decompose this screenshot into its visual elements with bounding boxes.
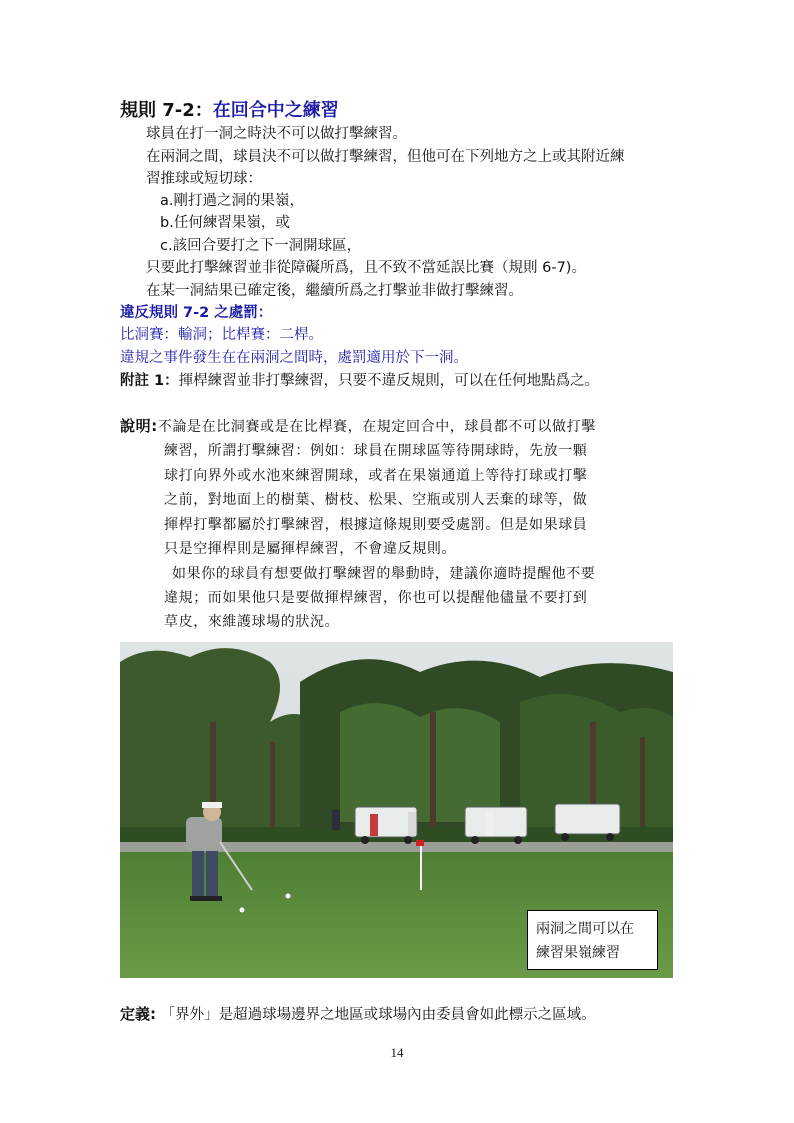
explanation-line: 如果你的球員有想要做打擊練習的舉動時，建議你適時提醒他不要 — [172, 566, 596, 582]
list-item-b: b.任何練習果嶺，或 — [160, 215, 290, 231]
explanation-line: 揮桿打擊都屬於打擊練習，根據這條規則要受處罰。但是如果球員 — [164, 517, 588, 533]
note — [120, 370, 599, 392]
note-text: 揮桿練習並非打擊練習，只要不違反規則，可以在任何地點爲之。 — [178, 373, 600, 389]
photo-caption-line: 兩洞之間可以在 — [536, 921, 634, 937]
explanation-line: 球打向界外或水池來練習開球，或者在果嶺通道上等待打球或打擊 — [164, 468, 588, 484]
explanation-line: 不論是在比洞賽或是在比桿賽，在規定回合中，球員都不可以做打擊 — [157, 419, 596, 435]
definition-text: 「界外」是超過球場邊界之地區或球場內由委員會如此標示之區域。 — [160, 1007, 596, 1023]
list-item-a: a.剛打過之洞的果嶺， — [160, 193, 304, 209]
body-line: 在某一洞結果已確定後，繼續所爲之打擊並非做打擊練習。 — [146, 283, 523, 299]
explanation-line: 只是空揮桿則是屬揮桿練習，不會違反規則。 — [164, 541, 456, 557]
explanation-line: 草皮，來維護球場的狀況。 — [164, 614, 340, 630]
penalty-heading: 違反規則 7-2 之處罰： — [120, 305, 273, 321]
body-line: 習推球或短切球： — [146, 171, 262, 187]
explanation-label: 說明: — [120, 417, 158, 435]
body-line: 球員在打一洞之時決不可以做打擊練習。 — [146, 126, 407, 142]
explanation-first-line — [120, 414, 596, 439]
photo-caption-line: 練習果嶺練習 — [536, 945, 620, 961]
body-line: 只要此打擊練習並非從障礙所爲，且不致不當延誤比賽（規則 6-7)。 — [146, 260, 586, 276]
explanation-line: 練習，所謂打擊練習：例如：球員在開球區等待開球時，先放一顆 — [164, 443, 588, 459]
page-number: 14 — [390, 1045, 404, 1060]
body-line: 在兩洞之間，球員決不可以做打擊練習，但他可在下列地方之上或其附近練 — [146, 149, 625, 165]
penalty-line-2: 違規之事件發生在在兩洞之間時，處罰適用於下一洞。 — [120, 350, 468, 366]
list-item-c: c.該回合要打之下一洞開球區， — [160, 238, 362, 254]
definition-label: 定義: — [120, 1005, 156, 1023]
rule-title: 在回合中之練習 — [212, 100, 339, 121]
explanation-line: 之前，對地面上的樹葉、樹枝、松果、空瓶或別人丟棄的球等，做 — [164, 492, 588, 508]
explanation-line: 違規；而如果他只是要做揮桿練習，你也可以提醒他儘量不要打到 — [164, 590, 588, 606]
rule-label: 規則 7-2： — [120, 100, 213, 121]
rule-heading — [120, 96, 339, 122]
note-label: 附註 1： — [120, 373, 179, 389]
penalty-line-1: 比洞賽：輸洞；比桿賽：二桿。 — [120, 327, 323, 343]
photo-caption — [527, 910, 658, 970]
definition — [120, 1003, 596, 1024]
